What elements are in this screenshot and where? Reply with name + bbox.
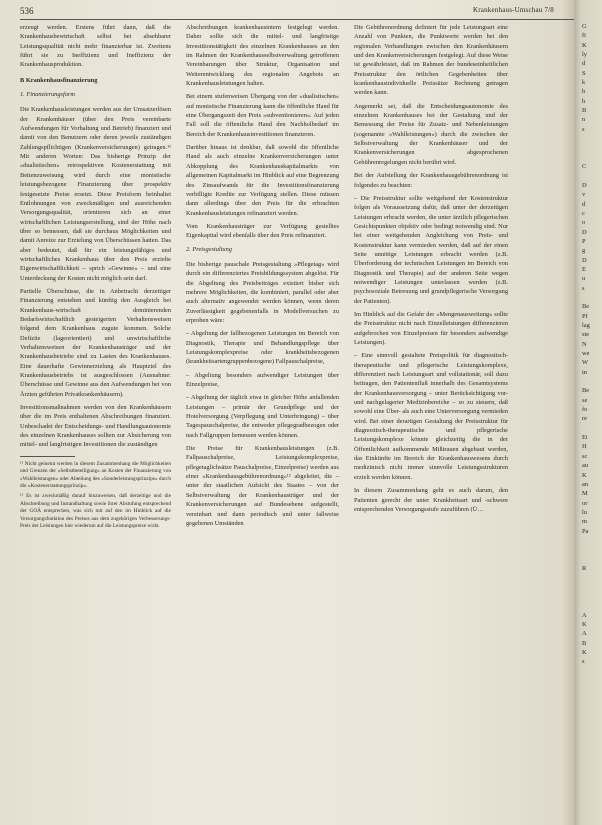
edge-fragment [582,134,590,143]
paragraph: Angemerkt sei, daß die Entscheidungsautonomie des einzelnen Krankenhauses bei der Gestaltung und der Bemessung der Preise für Zusatz- und Nebenleistungen (sogenannte »Wahlleistungen«) durch die zwischen der Selbstverwaltung der Krankenhäuser und der Krankenversicherungen abgesprochenen Gebührenregelungen nicht berührt wird. [354,102,508,166]
edge-fragment: W [582,359,589,367]
edge-fragment [582,536,590,545]
paragraph: Im Hinblick auf die Gefahr der »Mengenausweitung« sollte die Preisstruktur nicht nach Einzelleistungen differenzieren aufgebrochen von Einzelpreisen für besonders aufwendige Leistungen). [354,310,508,346]
edge-fragment: ly [582,51,587,59]
edge-fragment: E [582,265,586,273]
bullet-list [186,329,339,440]
edge-fragment [582,545,590,554]
edge-fragment: A [582,630,587,638]
edge-fragment: or [582,499,588,507]
edge-fragment: G [582,23,587,30]
edge-fragment [582,153,590,162]
edge-fragment: D [582,256,587,264]
edge-fragment: h [582,97,586,105]
list-item: – Die Preisstruktur sollte weitgehend der Kostenstruktur folgen als Voraussetzung dafür, daß unter der derzeitigen Leistungen erbracht werden, die unter ärztlich pflegerischen Gesichtspunkten objektiv oder bedingt notwendig sind. Nur bei einer weitgehenden Angleichung von Preis- und Kostenstruktur kann vermieden werden, daß auf der einen Seite unnötige Leistungen erbracht werden (z.B. Überforderung der technischen Leistungen im Bereich von Diagnostik und Therapie) auf der anderen Seite wegen notwendiger Leistungen unterlassen werden (z.B. psychosoziale Betreuung und grundpflegerische Versorgung der Patienten). [354,194,508,305]
paragraph: In diesem Zusammenhang geht es auch darum, den Patienten gerecht der unter Krankheitsart und -schwere entsprechenden Versorgungsstufe zuzuführen (Ü… [354,487,508,513]
paragraph: erzeugt werden. Erstens führt dann, daß die Krankenhausbewirtschaft selbst bei absehbarer Leistungsqualität nicht mehr finanzierbar ist. Zweitens führt sie zu Ineffizienz und Ineffizienz der Krankenhausproduktion. [20,24,171,69]
edge-fragment: se [582,396,588,404]
edge-fragment [582,592,590,601]
edge-fragment: an [582,480,589,488]
edge-fragment: ste [582,331,590,339]
edge-fragment: au [582,462,589,470]
paragraph: Investitionsmaßnahmen werden von den Krankenhäusern über die im Preis enthaltenen Abschreibungen finanziert. Unbeschadet der Entscheidungs- und Handlungsautonomie des einzelnen Krankenhauses sollten zur Absicherung von mittel- und langfristigen Investitionen die zuständigen [20,404,171,449]
edge-fragment: m [582,518,587,526]
edge-fragment: K [582,649,587,657]
edge-fragment: s [582,125,585,133]
edge-fragment: d [582,200,586,208]
list-item: – Abgeltung der fallbezogenen Leistungen im Bereich von Diagnostik, Therapie und Behandlungspflege über Leistungskomplexpreise oder krankheitsbezogenen (krankheitsartengruppenbezogene) Fallpauschalpreise, [186,330,339,366]
edge-fragment: v [582,191,586,199]
edge-fragment: re [582,415,587,423]
edge-fragment: K [582,471,587,479]
edge-fragment: Pf [582,312,588,320]
edge-fragment [582,424,590,433]
text-column-1 [20,23,171,533]
adjacent-page-edge [574,0,602,825]
list-item: – Abgeltung besonders aufwendiger Leistungen über Einzelpreise, [186,371,339,389]
edge-fragment: lu [582,508,587,516]
edge-fragment: S [582,69,586,77]
edge-fragment: Be [582,303,590,311]
edge-fragment: Be [582,387,590,395]
text-column-2 [186,23,339,532]
edge-fragment [582,293,590,302]
edge-fragment [582,377,590,386]
edge-fragment: Ei [582,434,588,442]
paragraph: Die bisherige pauschale Preisgestaltung »Pflegetag« wird durch ein differenziertes Preisbildungssystem abgelöst. Für die Abgeltung des Preisbeiträges existiert bisher sich mehrere Möglichkeiten, die kombiniert, parallel oder aber auch alternativ angewendet werden können, wenn deren Zuverlässigkeit gegebenenfalls in Modellversuchen zu erproben wäre: [186,260,339,324]
list-item: – Eine sinnvoll gestaltete Preispolitik für diagnostisch-therapeutische und pflegerische Leistungskomplexe, differenziert nach Leistungsart und vollstationär, soll dazu beitragen, den Patientenfluß innerhalb des Gesamtsystems der Krankenhausversorgung – unter Berücksichtigung vor- und nachgelagerter Medizinbereiche – so zu steuern, daß sowohl eine Über- als auch eine Unterversorgung vermieden wird. Bei einer derartigen Gestaltung der Preisstruktur für diagnostisch-therapeutische und pflegerische Leistungskomplexe könnte gleichzeitig die in der Öffentlichkeit aufkommende Mißtrauen abgebaut werden, das Einkünfte im Bereich der Krankenhauswesens durch medizinisch nicht immer sinnvolle Leistungsstrukturen erzielt werden können. [354,352,508,481]
edge-fragment: P [582,237,586,245]
header-rule [20,19,580,20]
edge-fragment: in [582,368,587,376]
edge-fragment: C [582,163,587,171]
paragraph: Darüber hinaus ist denkbar, daß sowohl die öffentliche Hand als auch einzelne Krankenversicherungen unter Abkopplung des Krankenhauskapitalmarkts von allgemeinen Kapitalmarkt im Hinblick auf eine Begrenzung des Zinsaufwands für die Investitionsfinanzierung verbilligte Kredite zur Verfügung stellen. Diese müssen dann allerdings über den Preis für die erbrachten Krankenhausleistungen refinanziert werden. [186,144,339,217]
page-header [0,4,602,20]
text-column-3 [354,23,508,518]
page-number: 536 [20,6,34,16]
edge-fragment [582,583,590,592]
edge-fragment: H [582,443,587,451]
edge-fragment [582,601,590,610]
edge-fragment: D [582,228,587,236]
edge-fragment: A [582,611,587,619]
edge-fragment: B [582,639,587,647]
edge-fragment: k [582,79,586,87]
edge-fragment: g [582,247,586,255]
edge-fragment: K [582,621,587,628]
paragraph: Die Krankenhausleistungen werden aus der Umsatzerlösen der Krankenhäuser (über den Preis vereinbarte Aufwendungen für Vorhaltung und Betrieb) finanziert und damit von den Benutzern oder deren jeweils zuständigen Zahlungspflichtigen (Krankenversicherungen) getragen.¹¹ Mit anderen Worten: Das bisherige Prinzip der »dualistischen« retrospektiven Kostenerstattung mit Bettenzuweisung wird durch eine monistische leistungsbezogene Finanzierung über prospektiv festgesetzte Preise ersetzt. Diese Preisform beinhaltet Entlohnungen von zweckmäßigen und ausreichenden Versorgungsqualität, orientieren sich an einer wirtschaftlichen Leistungserstellung, sind der Höhe nach über so bemessen, daß sie durchaus Möglichkeiten und damit Anreize zur Erzielung von Überschüssen hatten. Das aber bedeutet, daß für ein leistungsfähiges und wirtschaftliches Krankenhaus über den Preis erzielte Eigenwirtschaftlichkeit – sprich »Gewinne« – und eine Unterdeckung der Kosten nicht möglich sein darf. [20,106,171,282]
edge-fragment: s [582,284,585,292]
edge-fragment: c [582,209,585,217]
edge-fragment: K [582,41,587,49]
edge-fragment: s [582,658,585,666]
edge-fragment: u [582,275,586,283]
cut-off-text-fragments [582,22,590,667]
paragraph: Die Preise für Krankenhausleistungen (z.B. Fallpauschalpreise, Leistungskomplexpreise, pflegetaglichsätze Pauschalpreise, Einzelpreise) werden aus einer »Krankenhausgebührenordnung«¹² abgeleitet, die – unter der staatlichen Aufsicht des Staates – von der Selbstverwaltung der Krankenhausträger und der Krankenversicherungen auf Bundesebene aufgestellt, vereinbart und dann periodisch und unter fallweise gegebenen Umständen [186,445,339,527]
edge-fragment [582,573,590,582]
section-heading: B Krankenhausfinanzierung [20,76,98,84]
footnote-rule [20,456,75,457]
footnote: ¹¹ Nicht gemeint werden in diesem Zusammenhang die Möglichkeiten und Grenzen der »Selbstbeteiligung« an Kosten der Finanzierung von »Wahlleistungen« oder Abteilung des »Sonderleistungsprinzips« durch die »Kostenerstattungsprinzip«. [20,460,171,489]
edge-fragment: fi [582,32,586,40]
edge-fragment: M [582,490,588,498]
edge-fragment: b [582,88,586,96]
edge-fragment [582,555,590,564]
edge-fragment: o [582,219,586,227]
footnote: ¹² Es ist zweckmäßig darauf hinzuweisen, daß derzeitige und die Abschreibung und Instandhaltung sowie ihrer Abstufung entsprechend der GOÄ entsprechen, was sich mit auf den im Hinblick auf die Versorgungsfunktion des Preises aus dem zugehörigen Verbesserungs-Preis der Leistungen hier wiederum auf die Leistungspreise wirkt. [20,493,171,530]
edge-fragment: R [582,564,587,572]
edge-fragment: d [582,60,586,68]
edge-fragment: B [582,107,587,115]
edge-fragment [582,143,590,152]
paragraph: Bei einem stufenweisen Übergang von der »dualistischen« auf monistische Finanzierung kann die öffentliche Hand für eine Übergangszeit den Preis »subventionieren«. Auf jeden Fall soll die öffentliche Hand den Nachholbedarf im Bereich der Krankenhausinvestitionen finanzieren. [186,93,339,138]
running-head: Krankenhaus-Umschau 7/8 [473,6,554,14]
edge-fragment: we [582,350,590,358]
subsection-heading: 2. Preisgestaltung [186,245,232,253]
paragraph: Vom Krankenhausträger zur Verfügung gestelltes Eigenkapital wird ebenfalls über den Preis refinanziert. [186,222,339,240]
paragraph: Die Gebührenordnung definiert für jede Leistungsart eine Anzahl von Punkten, die Punktwerte werden bei den regionalen Verhandlungen zwischen den Krankenhäusern und den Krankenversicherungen festgelegt. Auf diese Weise ist gewährleistet, daß im Rahmen der bundeseinheitlichen Preisstruktur den örtlichen Gegebenheiten über krankenhausindividuelle Preissätze Rechnung getragen werden kann. [354,24,508,97]
edge-fragment: lag [582,322,590,329]
edge-fragment: fo [582,406,588,414]
bullet-list [354,351,508,482]
edge-fragment [582,172,590,181]
paragraph: Bei der Aufstellung der Krankenhausgebührenordnung ist folgendes zu beachten: [354,172,508,189]
paragraph: Abschreibungen krankenhausintern festgelegt werden. Daher sollte sich die mittel- und langfristige Investitionstätigkeit des einzelnen Krankenhauses an den im Rahmen der Krankenhausselbstverwaltung getroffenen Vereinbarungen über Struktur, Organisation und Weiterentwicklung des regionalen Angebots an Krankenhausleistungen halten. [186,24,339,88]
bullet-list [354,194,508,306]
edge-fragment: D [582,181,587,189]
paragraph: Partielle Überschüsse, die in Anbetracht derzeitiger Finanzierung entstehen und künftig den Ausgleich bei Krankenhaus-wirtschaft dominierenden Bedarfswirtschaftlich gesteigerten Verhaltensweisen folgend dem Krankenhaus zugute kommen. Solche Defizite (lageorientiert) und unwirtschaftliche Verhaltensweisen der Krankenhausträger und der Krankenhausbetriebe sind zu Lasten des Krankenhauses. Eine dauerhafte Gewinnerzielung als Hauptziel des Krankenhausbetriebs ist ausgeschlossen (Ausnahme: Überschüsse und Gewinne aus den Aufwendungen bei von Ärzten geführten Privatkrankenhäusern). [20,287,171,398]
subsection-heading: 1. Finanzierungsform [20,91,75,99]
list-item: – Abgeltung der täglich etwa in gleicher Höhe anfallenden Leistungen – primär der Grundpflege und der Hotelversorgung (Verpflegung und Unterbringung) – über Tagespauschalpreise, die entweder pflegegradbezogen oder nach Fallgruppen bemessen werden können. [186,394,339,439]
edge-fragment: sc [582,452,588,460]
edge-fragment: Pa [582,527,589,535]
edge-fragment: n [582,116,586,124]
edge-fragment: N [582,340,587,348]
